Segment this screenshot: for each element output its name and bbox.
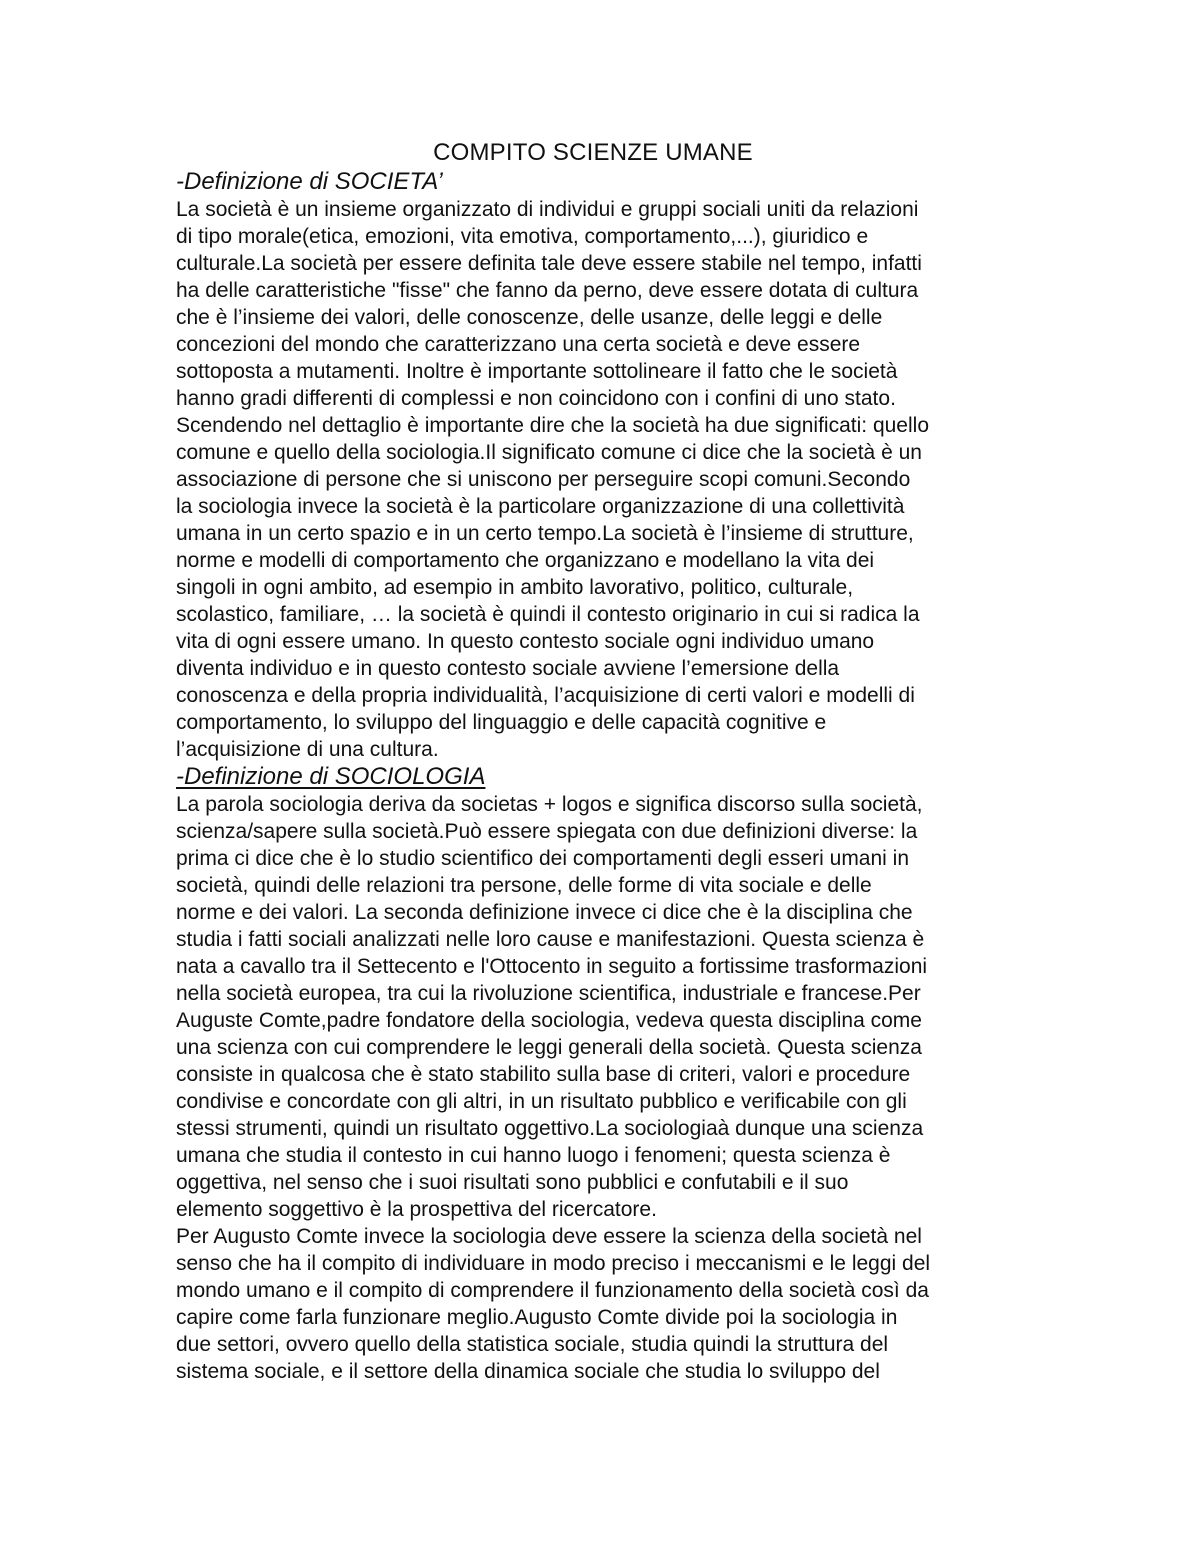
section-heading-sociologia: -Definizione di SOCIOLOGIA: [176, 763, 486, 790]
section-sociologia: [176, 763, 1036, 1385]
section-heading-societa: -Definizione di SOCIETA’: [176, 168, 443, 195]
section-societa: [176, 168, 1036, 763]
paragraph-sociologia-1: La parola sociologia deriva da societas + logos e significa discorso sulla società, scienza/sapere sulla società.Può essere spiegata con due definizioni diverse: la prima ci dice che è lo studio scientifico dei comportamenti degli esseri umani in società, quindi delle relazioni tra persone, delle forme di vita sociale e delle norme e dei valori. La seconda definizione invece ci dice che è la disciplina che studia i fatti sociali analizzati nelle loro cause e manifestazioni. Questa scienza è nata a cavallo tra il Settecento e l'Ottocento in seguito a fortissime trasformazioni nella società europea, tra cui la rivoluzione scientifica, industriale e francese.Per Auguste Comte,padre fondatore della sociologia, vedeva questa disciplina come una scienza con cui comprendere le leggi generali della società. Questa scienza consiste in qualcosa che è stato stabilito sulla base di criteri, valori e procedure condivise e concordate con gli altri, in un risultato pubblico e verificabile con gli stessi strumenti, quindi un risultato oggettivo.La sociologiaà dunque una scienza umana che studia il contesto in cui hanno luogo i fenomeni; questa scienza è oggettiva, nel senso che i suoi risultati sono pubblici e confutabili e il suo elemento soggettivo è la prospettiva del ricercatore.: [176, 793, 928, 1221]
document-page: [176, 138, 1036, 1385]
paragraph-societa-1: La società è un insieme organizzato di individui e gruppi sociali uniti da relazioni di tipo morale(etica, emozioni, vita emotiva, comportamento,...), giuridico e culturale.La società per essere definita tale deve essere stabile nel tempo, infatti ha delle caratteristiche "fisse" che fanno da perno, deve essere dotata di cultura che è l’insieme dei valori, delle conoscenze, delle usanze, delle leggi e delle concezioni del mondo che caratterizzano una certa società e deve essere sottoposta a mutamenti. Inoltre è importante sottolineare il fatto che le società hanno gradi differenti di complessi e non coincidono con i confini di uno stato. Scendendo nel dettaglio è importante dire che la società ha due significati: quello comune e quello della sociologia.Il significato comune ci dice che la società è un associazione di persone che si uniscono per perseguire scopi comuni.Secondo la sociologia invece la società è la particolare organizzazione di una collettività umana in un certo spazio e in un certo tempo.La società è l’insieme di strutture, norme e modelli di comportamento che organizzano e modellano la vita dei singoli in ogni ambito, ad esempio in ambito lavorativo, politico, culturale, scolastico, familiare, … la società è quindi il contesto originario in cui si radica la vita di ogni essere umano. In questo contesto sociale ogni individuo umano diventa individuo e in questo contesto sociale avviene l’emersione della conoscenza e della propria individualità, l’acquisizione di certi valori e modelli di comportamento, lo sviluppo del linguaggio e delle capacità cognitive e l’acquisizione di una cultura.: [176, 198, 929, 761]
document-title: COMPITO SCIENZE UMANE: [433, 139, 753, 166]
paragraph-sociologia-2: Per Augusto Comte invece la sociologia deve essere la scienza della società nel senso che ha il compito di individuare in modo preciso i meccanismi e le leggi del mondo umano e il compito di comprendere il funzionamento della società così da capire come farla funzionare meglio.Augusto Comte divide poi la sociologia in due settori, ovvero quello della statistica sociale, studia quindi la struttura del sistema sociale, e il settore della dinamica sociale che studia lo sviluppo del: [176, 1225, 931, 1383]
